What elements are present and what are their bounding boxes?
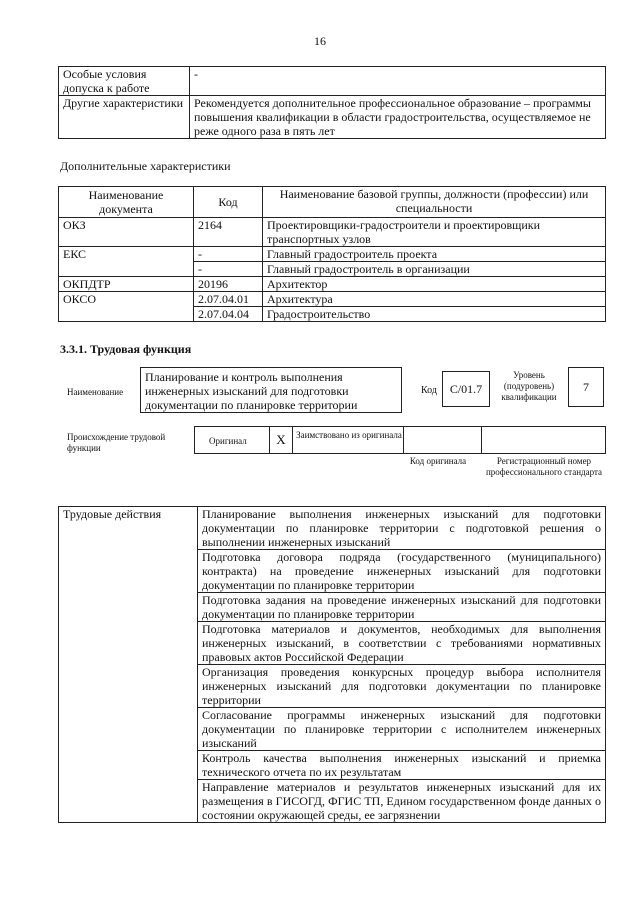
section-heading: 3.3.1. Трудовая функция (60, 342, 192, 356)
cell-name: Главный градостроитель в организации (263, 262, 606, 277)
header-code: Код (194, 187, 263, 218)
origin-box (194, 426, 606, 454)
labor-action-item: Контроль качества выполнения инженерных изысканий и приемка технического отчета по их результатам (198, 751, 606, 780)
characteristics-table (58, 66, 606, 139)
cell-code: 2.07.04.01 (194, 292, 263, 307)
additional-title: Дополнительные характеристики (60, 159, 231, 173)
level-label: Уровень (подуровень) квалификации (501, 370, 557, 402)
cell-code: - (194, 247, 263, 262)
cell-code: 2.07.04.04 (194, 307, 263, 322)
labor-action-item: Направление материалов и результатов инженерных изысканий для их размещения в ГИСОГД, ФГИС ТП, Едином государственном фонде данных о состоянии окружающей среды, ее загрязнении (198, 780, 606, 823)
labor-action-item: Подготовка задания на проведение инженерных изысканий для подготовки документации по планировке территории (198, 593, 606, 622)
table-row (59, 96, 606, 139)
cell-doc: ЕКС (59, 247, 194, 277)
cell-name: Архитектура (263, 292, 606, 307)
row-value: - (190, 67, 606, 96)
table-row (59, 292, 606, 307)
cell-name: Архитектор (263, 277, 606, 292)
code-original-label: Код оригинала (409, 456, 467, 466)
table-row (59, 218, 606, 247)
table-row (59, 277, 606, 292)
name-label: Наименование (67, 387, 124, 397)
code-label: Код (421, 385, 437, 396)
cell-doc: ОКПДТР (59, 277, 194, 292)
function-name: Планирование и контроль выполнения инженерных изысканий для подготовки документации по планировке территории (140, 367, 402, 413)
labor-actions-label: Трудовые действия (59, 507, 198, 823)
origin-label: Происхождение трудовой функции (67, 432, 166, 453)
reg-number-label: Регистрационный номер профессионального стандарта (485, 456, 603, 477)
cell-name: Главный градостроитель проекта (263, 247, 606, 262)
labor-action-item: Согласование программы инженерных изысканий для подготовки документации по планировке территории с исполнителем инженерных изысканий (198, 708, 606, 751)
function-code: C/01.7 (442, 371, 490, 407)
header-name: Наименование базовой группы, должности (профессии) или специальности (263, 187, 606, 218)
original-mark: X (276, 432, 286, 447)
labor-action-item: Организация проведения конкурсных процедур выбора исполнителя инженерных изысканий для подготовки документации по планировке территории (198, 665, 606, 708)
cell-name: Градостроительство (263, 307, 606, 322)
table-header-row (59, 187, 606, 218)
row-label: Другие характеристики (59, 96, 190, 139)
divider (481, 427, 482, 453)
page-number: 16 (314, 34, 326, 48)
divider (403, 427, 404, 453)
table-row (59, 507, 606, 550)
cell-code: - (194, 262, 263, 277)
table-row (59, 67, 606, 96)
labor-action-item: Планирование выполнения инженерных изысканий для подготовки документации по планировке территории с подготовкой решения о выполнении инженерных изысканий (198, 507, 606, 550)
header-doc: Наименование документа (59, 187, 194, 218)
divider (292, 427, 293, 453)
labor-action-item: Подготовка договора подряда (государственного (муниципального) контракта) на проведение инженерных изысканий для подготовки документации по планировке территории (198, 550, 606, 593)
borrowed-label: Заимствовано из оригинала (296, 430, 402, 440)
cell-code: 20196 (194, 277, 263, 292)
cell-doc: ОКЗ (59, 218, 194, 247)
row-label: Особые условия допуска к работе (59, 67, 190, 96)
labor-action-item: Подготовка материалов и документов, необходимых для выполнения инженерных изысканий, в соответствии с требованиями нормативных правовых актов Российской Федерации (198, 622, 606, 665)
cell-code: 2164 (194, 218, 263, 247)
level-value: 7 (568, 367, 604, 407)
cell-name: Проектировщики-градостроители и проектировщики транспортных узлов (263, 218, 606, 247)
additional-table (58, 186, 606, 322)
labor-actions-table (58, 506, 606, 823)
cell-doc: ОКСО (59, 292, 194, 322)
row-value: Рекомендуется дополнительное профессиональное образование – программы повышения квалификации в области градостроительства, осуществляемое не реже одного раза в пять лет (190, 96, 606, 139)
table-row (59, 247, 606, 262)
original-label: Оригинал (209, 436, 247, 446)
